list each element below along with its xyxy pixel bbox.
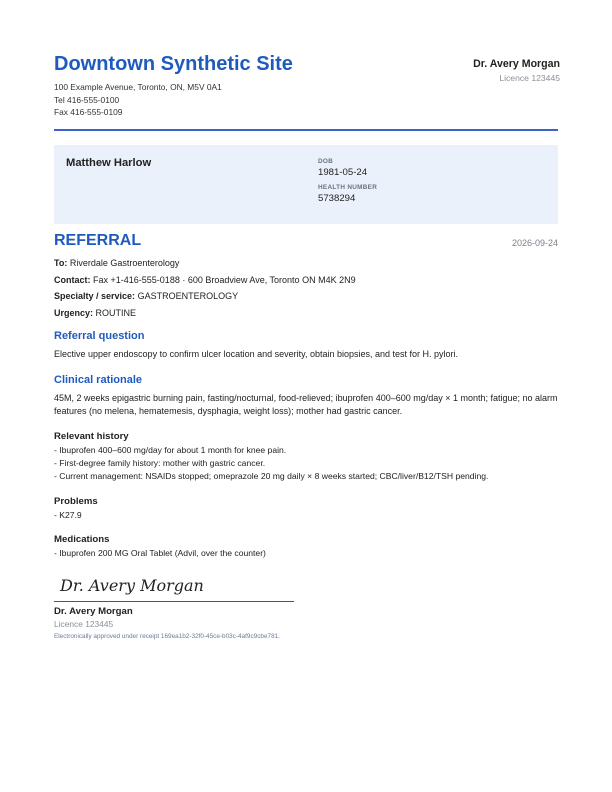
signature-line	[54, 601, 294, 602]
signature-licence: Licence 123445	[54, 619, 114, 629]
list-item: - K27.9	[54, 509, 82, 520]
to-label: To:	[54, 258, 68, 268]
provider-header	[473, 58, 560, 83]
electronic-approval-note: Electronically approved under receipt 169ea1b2-32f0-45ce-b03c-4af9c9cbe781.	[54, 633, 280, 640]
urgency-label: Urgency:	[54, 307, 94, 318]
health-number-label: HEALTH NUMBER	[318, 184, 378, 191]
referral-urgency-line	[54, 308, 558, 319]
list-item: - Ibuprofen 400–600 mg/day for about 1 month for knee pain.	[54, 444, 287, 455]
medications-heading: Medications	[54, 534, 110, 546]
urgency-value: ROUTINE	[95, 307, 137, 318]
health-number-value: 5738294	[318, 193, 356, 204]
provider-name: Dr. Avery Morgan	[473, 58, 560, 70]
list-item: - Ibuprofen 200 MG Oral Tablet (Advil, over the counter)	[54, 548, 266, 559]
signature-name: Dr. Avery Morgan	[54, 606, 133, 617]
relevant-history-list	[54, 444, 558, 484]
contact-value: Fax +1-416-555-0188 · 600 Broadview Ave, Toronto ON M4K 2N9	[93, 274, 356, 285]
relevant-history-heading: Relevant history	[54, 430, 129, 442]
referral-question-heading: Referral question	[54, 330, 145, 342]
header-divider	[54, 129, 558, 131]
clinic-address: 100 Example Avenue, Toronto, ON, M5V 0A1	[54, 82, 222, 92]
clinical-rationale-text: 45M, 2 weeks epigastric burning pain, fasting/nocturnal, food-relieved; ibuprofen 400–600 mg/day × 1 month; fatigue; no alarm features (no melena, hematemesis, dysphagia, weight loss); mother had gastric cancer.	[54, 392, 558, 416]
referral-contact-line	[54, 275, 558, 286]
patient-name: Matthew Harlow	[66, 157, 152, 169]
list-item: - Current management: NSAIDs stopped; omeprazole 20 mg daily × 8 weeks started; CBC/liver/B12/TSH pending.	[54, 471, 489, 482]
clinic-name: Downtown Synthetic Site	[54, 53, 293, 75]
problems-list	[54, 509, 558, 522]
clinic-contact-block	[54, 81, 222, 119]
specialty-value: GASTROENTEROLOGY	[137, 291, 239, 301]
referral-specialty-line	[54, 291, 558, 302]
signature-script: Dr. Avery Morgan	[60, 576, 204, 595]
contact-label: Contact:	[54, 274, 91, 285]
clinic-fax: Fax 416-555-0109	[54, 107, 123, 117]
dob-label: DOB	[318, 158, 334, 165]
specialty-label: Specialty / service:	[54, 291, 136, 301]
referral-body	[54, 258, 558, 561]
referral-title: REFERRAL	[54, 232, 142, 249]
dob-value: 1981-05-24	[318, 167, 368, 178]
to-value: Riverdale Gastroenterology	[69, 258, 180, 268]
patient-dob-field	[318, 158, 367, 178]
patient-health-number-field	[318, 184, 377, 204]
referral-to-line	[54, 258, 558, 269]
list-item: - First-degree family history: mother with gastric cancer.	[54, 457, 266, 468]
clinical-rationale-heading: Clinical rationale	[54, 373, 143, 386]
referral-date: 2026-09-24	[511, 238, 558, 248]
clinic-tel: Tel 416-555-0100	[54, 94, 120, 105]
referral-question-text: Elective upper endoscopy to confirm ulcer location and severity, obtain biopsies, and test for H. pylori.	[54, 349, 459, 359]
problems-heading: Problems	[54, 495, 98, 507]
provider-licence: Licence 123445	[499, 73, 560, 83]
medications-list	[54, 547, 558, 560]
patient-info-box	[54, 145, 558, 224]
